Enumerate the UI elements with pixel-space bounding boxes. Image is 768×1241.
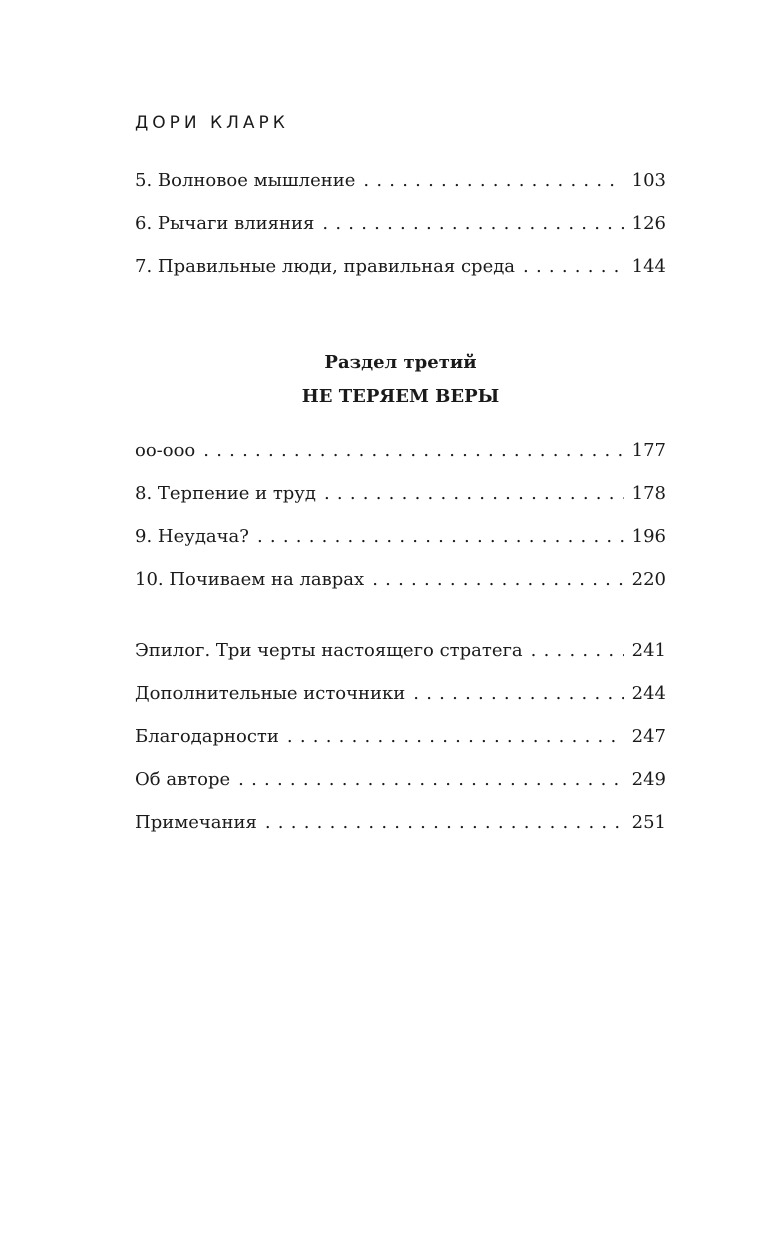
toc-entry[interactable] bbox=[135, 726, 666, 769]
toc-leader-dots bbox=[372, 569, 623, 591]
toc-entry-page: 249 bbox=[631, 769, 666, 790]
toc-entry-title: оо-ооо bbox=[135, 440, 196, 461]
toc-leader-dots bbox=[238, 769, 623, 791]
toc-entry[interactable] bbox=[135, 256, 666, 299]
toc-leader-dots bbox=[531, 640, 624, 662]
toc-entry[interactable] bbox=[135, 683, 666, 726]
toc-entry-page: 126 bbox=[631, 213, 666, 234]
toc-entry[interactable] bbox=[135, 213, 666, 256]
toc-entry-page: 178 bbox=[631, 483, 666, 504]
toc-entry-page: 247 bbox=[631, 726, 666, 747]
toc-entry[interactable] bbox=[135, 769, 666, 812]
toc-entry-page: 144 bbox=[631, 256, 666, 277]
toc-entry[interactable] bbox=[135, 640, 666, 683]
toc-leader-dots bbox=[324, 483, 624, 505]
toc-group-2 bbox=[135, 440, 666, 612]
toc-entry[interactable] bbox=[135, 526, 666, 569]
toc-entry-title: 10. Почиваем на лаврах bbox=[135, 569, 365, 590]
toc-entry-page: 241 bbox=[631, 640, 666, 661]
toc-entry-page: 177 bbox=[631, 440, 666, 461]
toc-leader-dots bbox=[413, 683, 623, 705]
toc-entry-title: Благодарности bbox=[135, 726, 279, 747]
toc-leader-dots bbox=[523, 256, 624, 278]
toc-entry-title: 7. Правильные люди, правильная среда bbox=[135, 256, 516, 277]
section-label: Раздел третий bbox=[324, 352, 477, 373]
toc-entry-title: 8. Терпение и труд bbox=[135, 483, 316, 504]
toc-entry[interactable] bbox=[135, 483, 666, 526]
toc-entry-page: 220 bbox=[631, 569, 666, 590]
running-head-author: ДОРИ КЛАРК bbox=[135, 113, 289, 133]
toc-entry-title: Эпилог. Три черты настоящего стратега bbox=[135, 640, 523, 661]
toc-entry[interactable] bbox=[135, 812, 666, 855]
toc-entry-page: 103 bbox=[631, 170, 666, 191]
toc-entry-title: Об авторе bbox=[135, 769, 231, 790]
toc-entry-page: 244 bbox=[631, 683, 666, 704]
toc-entry-title: 5. Волновое мышление bbox=[135, 170, 356, 191]
toc-entry[interactable] bbox=[135, 569, 666, 612]
toc-entry-title: Дополнительные источники bbox=[135, 683, 406, 704]
toc-leader-dots bbox=[203, 440, 623, 462]
toc-leader-dots bbox=[363, 170, 623, 192]
toc-leader-dots bbox=[257, 526, 624, 548]
toc-entry[interactable] bbox=[135, 440, 666, 483]
toc-leader-dots bbox=[322, 213, 623, 235]
section-title: НЕ ТЕРЯЕМ ВЕРЫ bbox=[301, 386, 500, 407]
toc-entry[interactable] bbox=[135, 170, 666, 213]
toc-entry-title: 9. Неудача? bbox=[135, 526, 249, 547]
toc-group-1 bbox=[135, 170, 666, 299]
toc-entry-title: Примечания bbox=[135, 812, 257, 833]
toc-leader-dots bbox=[287, 726, 624, 748]
toc-group-3 bbox=[135, 640, 666, 855]
toc-entry-page: 251 bbox=[631, 812, 666, 833]
toc-entry-title: 6. Рычаги влияния bbox=[135, 213, 315, 234]
toc-entry-page: 196 bbox=[631, 526, 666, 547]
toc-leader-dots bbox=[265, 812, 624, 834]
